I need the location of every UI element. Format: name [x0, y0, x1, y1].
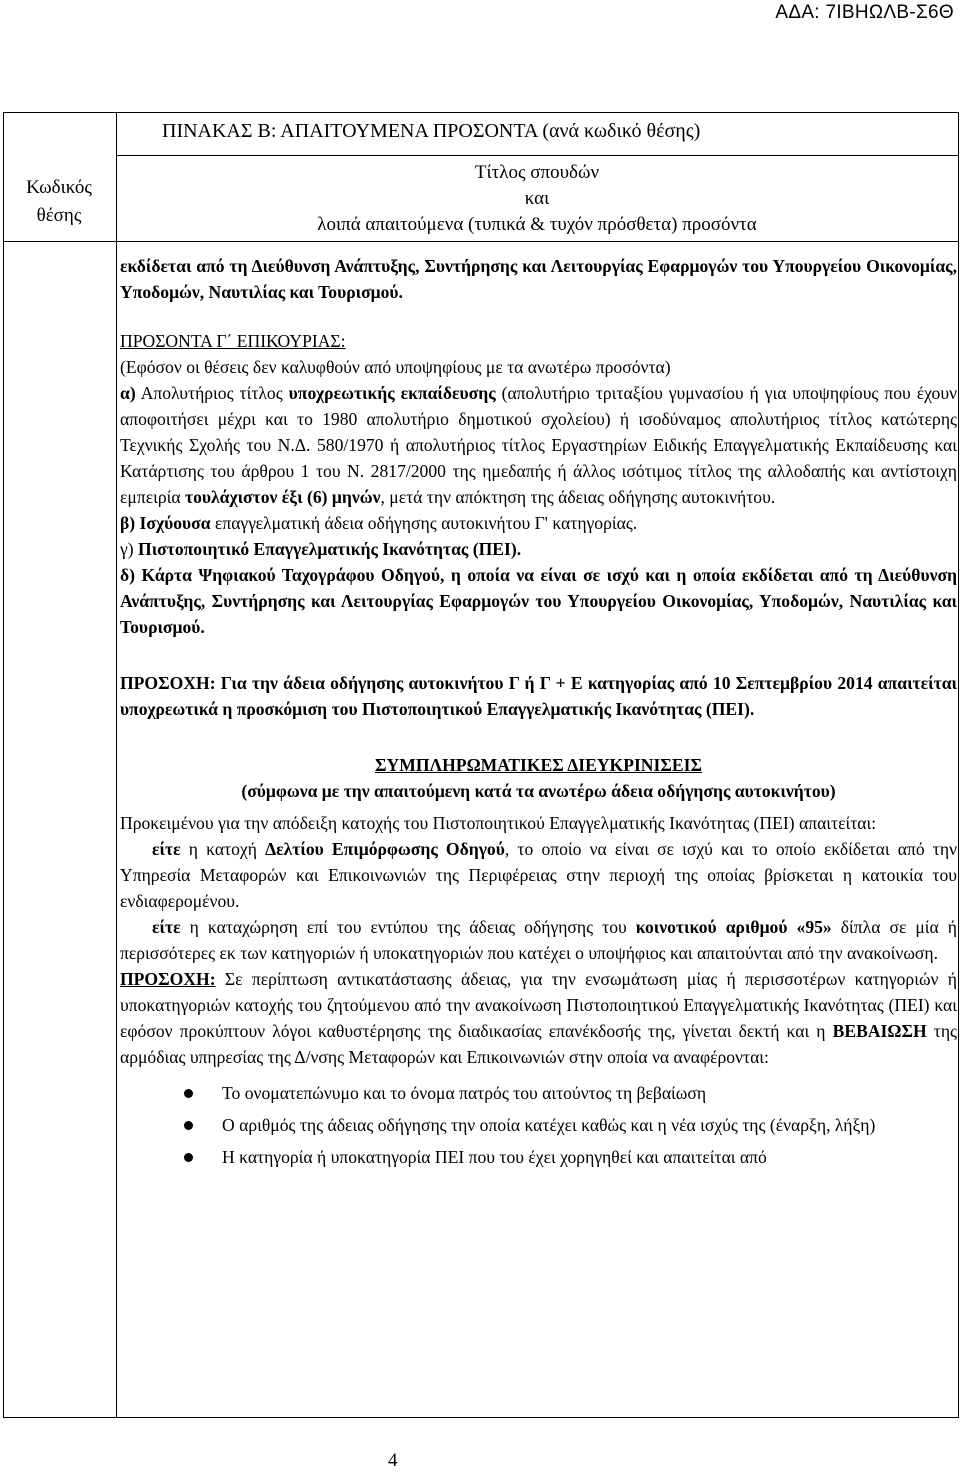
supplementary-title: ΣΥΜΠΛΗΡΩΜΑΤΙΚΕΣ ΔΙΕΥΚΡΙΝΙΣΕΙΣ — [375, 755, 702, 775]
column-header-line3: λοιπά απαιτούμενα (τυπικά & τυχόν πρόσθετα) προσόντα — [317, 214, 757, 235]
column-header-code — [3, 174, 115, 230]
item-b-text: επαγγελματική άδεια οδήγησης αυτοκινήτου Γ' κατηγορίας. — [210, 513, 638, 533]
table-title: ΠΙΝΑΚΑΣ Β: ΑΠΑΙΤΟΥΜΕΝΑ ΠΡΟΣΟΝΤΑ (ανά κωδικό θέσης) — [162, 120, 701, 142]
either2-text2: δίπλα σε μία ή περισσότερες εκ των κατηγοριών ή υποκατηγοριών που κατέχει ο υποψήφιος και απαιτούνται από την ανακοίνωση. — [120, 917, 957, 963]
attention-note: ΠΡΟΣΟΧΗ: Για την άδεια οδήγησης αυτοκινήτου Γ ή Γ + Ε κατηγορίας από 10 Σεπτεμβρίου 2014 απαιτείται υποχρεωτικά η προσκόμιση του Πιστοποιητικού Επαγγελματικής Ικανότητας (ΠΕΙ). — [120, 673, 957, 719]
list-item — [120, 1112, 957, 1138]
item-a-text1: Απολυτήριος τίτλος — [135, 383, 289, 403]
table-content — [120, 253, 957, 1170]
item-c-label: γ) — [120, 539, 134, 559]
column-header-line2: και — [524, 188, 550, 209]
item-c-bold: Πιστοποιητικό Επαγγελματικής Ικανότητας (ΠΕΙ). — [133, 539, 522, 559]
item-d: δ) Κάρτα Ψηφιακού Ταχογράφου Οδηγού, η οποία να είναι σε ισχύ και η οποία εκδίδεται από τη Διεύθυνση Ανάπτυξης, Συντήρησης και Λειτουργίας Εφαρμογών του Υπουργείου Οικονομίας, Υποδομών, Ναυτιλίας και Τουρισμού. — [120, 565, 957, 637]
either1-bold: Δελτίου Επιμόρφωσης Οδηγού — [265, 839, 505, 859]
either2-text1: η καταχώρηση επί του εντύπου της άδειας οδήγησης του — [180, 917, 636, 937]
attention2-label: ΠΡΟΣΟΧΗ: — [120, 969, 216, 989]
attention2-text2: της αρμόδιας υπηρεσίας της Δ/νσης Μεταφορών και Επικοινωνιών στην οποία να αναφέρονται: — [120, 1021, 957, 1067]
either1-text1: η κατοχή — [180, 839, 266, 859]
item-c — [120, 536, 957, 562]
item-a-label: α) — [120, 383, 136, 403]
proof-paragraph: Προκειμένου για την απόδειξη κατοχής του Πιστοποιητικού Επαγγελματικής Ικανότητας (ΠΕΙ) απαιτείται: — [120, 813, 877, 833]
either-option-2 — [120, 914, 957, 966]
certificate-requirements-list — [120, 1080, 957, 1170]
attention-replacement — [120, 966, 957, 1070]
either-label-1: είτε — [152, 839, 181, 859]
either-label-2: είτε — [152, 917, 181, 937]
page-number: 4 — [388, 1450, 398, 1471]
list-item — [120, 1080, 957, 1106]
item-a-bold2: τουλάχιστον έξι (6) μηνών — [184, 487, 381, 507]
ada-code: ΑΔΑ: 7ΙΒΗΩΛΒ-Σ6Θ — [775, 2, 954, 23]
section-subheading: (Εφόσον οι θέσεις δεν καλυφθούν από υποψηφίους με τα ανωτέρω προσόντα) — [120, 357, 671, 377]
header-row-divider — [4, 241, 958, 242]
item-a — [120, 380, 957, 510]
item-a-text3: , μετά την απόκτηση της άδειας οδήγησης αυτοκινήτου. — [380, 487, 776, 507]
item-b — [120, 510, 957, 536]
intro-paragraph: εκδίδεται από τη Διεύθυνση Ανάπτυξης, Συντήρησης και Λειτουργίας Εφαρμογών του Υπουργείου Οικονομίας, Υποδομών, Ναυτιλίας και Τουρισμού. — [120, 256, 957, 302]
bullet-icon — [184, 1121, 193, 1130]
attention2-bold: ΒΕΒΑΙΩΣΗ — [832, 1021, 927, 1041]
attention2-text1: Σε περίπτωση αντικατάστασης άδειας, για την ενσωμάτωση μίας ή περισσοτέρων κατηγοριών ή υποκατηγοριών κατοχής του ζητούμενου από την ανακοίνωση Πιστοποιητικού Επαγγελματικής Ικανότητας (ΠΕΙ) και εφόσον προκύπτουν λόγοι καθυστέρησης της διαδικασίας επανέκδοσής της, γίνεται δεκτή και η — [120, 969, 957, 1041]
column-header-code-line2: θέσης — [36, 205, 82, 226]
list-item — [120, 1144, 957, 1170]
column-header-qualifications — [116, 160, 958, 238]
column-divider — [116, 113, 117, 1417]
item-b-label: β) Ισχύουσα — [120, 513, 211, 533]
either-option-1 — [120, 836, 957, 914]
column-header-code-line1: Κωδικός — [26, 177, 92, 198]
either2-bold: κοινοτικού αριθμού «95» — [635, 917, 832, 937]
item-a-text2: (απολυτήριο τριταξίου γυμνασίου ή για υποψηφίους που έχουν αποφοιτήσει μέχρι και το 1980 απολυτήριο δημοτικού σχολείου) ή ισοδύναμος απολυτήριος τίτλος κατώτερης Τεχνικής Σχολής του Ν.Δ. 580/1970 ή απολυτήριος τίτλος Εργαστηρίων Ειδικής Επαγγελματικής Εκπαίδευσης και Κατάρτισης του άρθρου 1 του Ν. 2817/2000 της ημεδαπής ή άλλος ισότιμος τίτλος της αλλοδαπής και αντίστοιχη εμπειρία — [120, 383, 957, 507]
title-row-divider — [116, 155, 958, 156]
list-item-text: Ο αριθμός της άδειας οδήγησης την οποία κατέχει καθώς και η νέα ισχύς της (έναρξη, λήξη) — [222, 1115, 876, 1135]
item-a-bold: υποχρεωτικής εκπαίδευσης — [288, 383, 496, 403]
bullet-icon — [184, 1089, 193, 1098]
column-header-line1: Τίτλος σπουδών — [474, 162, 600, 183]
either1-text2: , το οποίο να είναι σε ισχύ και το οποίο εκδίδεται από την Υπηρεσία Μεταφορών και Επικοινωνιών της Περιφέρειας στην περιοχή της οποίας βρίσκεται η κατοικία του ενδιαφερομένου. — [120, 839, 957, 911]
section-heading: ΠΡΟΣΟΝΤΑ Γ΄ ΕΠΙΚΟΥΡΙΑΣ: — [120, 331, 346, 351]
supplementary-subtitle: (σύμφωνα με την απαιτούμενη κατά τα ανωτέρω άδεια οδήγησης αυτοκινήτου) — [241, 781, 836, 801]
bullet-icon — [184, 1153, 193, 1162]
list-item-text: Το ονοματεπώνυμο και το όνομα πατρός του αιτούντος τη βεβαίωση — [222, 1083, 707, 1103]
list-item-text: Η κατηγορία ή υποκατηγορία ΠΕΙ που του έχει χορηγηθεί και απαιτείται από — [222, 1147, 767, 1167]
